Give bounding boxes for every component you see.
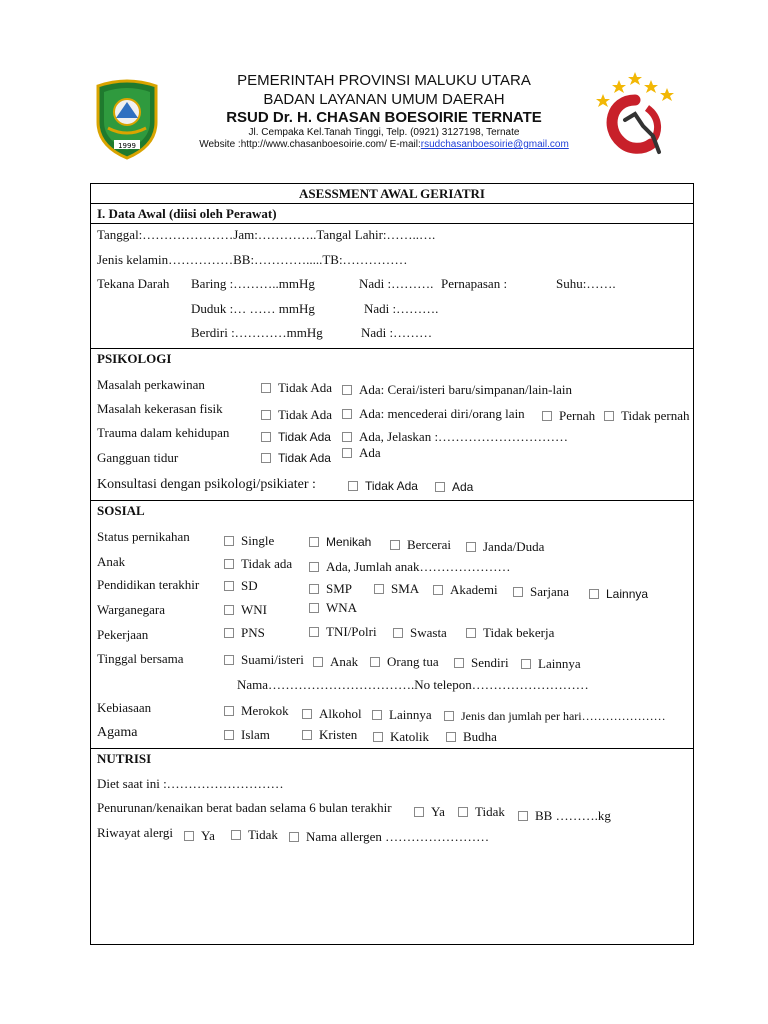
opt-tidur-ada[interactable]: Ada: [342, 445, 381, 461]
checkbox-icon[interactable]: [454, 658, 464, 668]
checkbox-icon[interactable]: [224, 581, 234, 591]
checkbox-icon[interactable]: [289, 832, 299, 842]
checkbox-icon[interactable]: [342, 432, 352, 442]
opt-menikah[interactable]: Menikah: [309, 535, 371, 549]
td-berdiri[interactable]: Berdiri :…………mmHg: [191, 325, 323, 340]
checkbox-icon[interactable]: [342, 448, 352, 458]
q-penurunan-berat: Penurunan/kenaikan berat badan selama 6 bulan terakhir: [97, 800, 392, 815]
opt-orang-tua[interactable]: Orang tua: [370, 654, 439, 670]
checkbox-icon[interactable]: [224, 655, 234, 665]
assessment-form: [90, 183, 694, 945]
opt-tidur-tidak-ada[interactable]: Tidak Ada: [261, 451, 331, 465]
email-link[interactable]: rsudchasanboesoirie@gmail.com: [420, 139, 569, 150]
checkbox-icon[interactable]: [466, 542, 476, 552]
opt-konsultasi-ada[interactable]: Ada: [435, 480, 473, 494]
opt-sd[interactable]: SD: [224, 578, 258, 594]
opt-swasta[interactable]: Swasta: [393, 625, 447, 641]
opt-anak-tinggal[interactable]: Anak: [313, 654, 358, 670]
opt-alkohol[interactable]: Alkohol: [302, 706, 362, 722]
td-pernapasan[interactable]: Pernapasan :: [441, 276, 508, 291]
opt-smp[interactable]: SMP: [309, 581, 352, 597]
checkbox-icon[interactable]: [309, 603, 319, 613]
checkbox-icon[interactable]: [224, 536, 234, 546]
q-status-pernikahan: Status pernikahan: [97, 529, 190, 544]
checkbox-icon[interactable]: [372, 710, 382, 720]
section-1-title: I. Data Awal (diisi oleh Perawat): [97, 206, 277, 221]
checkbox-icon[interactable]: [521, 659, 531, 669]
q-kebiasaan: Kebiasaan: [97, 700, 152, 715]
checkbox-icon[interactable]: [261, 453, 271, 463]
opt-pns[interactable]: PNS: [224, 625, 265, 641]
checkbox-icon[interactable]: [458, 807, 468, 817]
opt-jenis-jumlah[interactable]: Jenis dan jumlah per hari…………………: [444, 709, 666, 724]
checkbox-icon[interactable]: [370, 657, 380, 667]
td-nadi-2[interactable]: Nadi :……….: [364, 301, 439, 316]
checkbox-icon[interactable]: [446, 732, 456, 742]
checkbox-icon[interactable]: [604, 411, 614, 421]
q-pendidikan: Pendidikan terakhir: [97, 577, 200, 592]
checkbox-icon[interactable]: [435, 482, 445, 492]
checkbox-icon[interactable]: [466, 628, 476, 638]
opt-islam[interactable]: Islam: [224, 727, 270, 743]
q-kekerasan-fisik: Masalah kekerasan fisik: [97, 401, 223, 416]
opt-kekerasan-pernah[interactable]: Pernah: [542, 408, 595, 424]
opt-trauma-ada[interactable]: Ada, Jelaskan :…………………………: [342, 429, 568, 445]
checkbox-icon[interactable]: [224, 730, 234, 740]
checkbox-icon[interactable]: [342, 385, 352, 395]
field-tanggal-row[interactable]: Tanggal:…………………Jam:…………..Tangal Lahir:……..….: [97, 227, 436, 242]
q-riwayat-alergi: Riwayat alergi: [97, 825, 173, 840]
opt-kekerasan-tidak-ada[interactable]: Tidak Ada: [261, 407, 332, 423]
sosial-title: SOSIAL: [97, 503, 145, 518]
checkbox-icon[interactable]: [542, 411, 552, 421]
q-warganegara: Warganegara: [97, 602, 166, 617]
field-nama-allergen[interactable]: Nama allergen ……………………: [289, 829, 489, 845]
opt-budha[interactable]: Budha: [446, 729, 497, 745]
nutrisi-title: NUTRISI: [97, 751, 152, 766]
checkbox-icon[interactable]: [224, 559, 234, 569]
opt-kekerasan-ada[interactable]: Ada: mencederai diri/orang lain: [342, 406, 525, 422]
q-trauma: Trauma dalam kehidupan: [97, 425, 230, 440]
opt-penurunan-ya[interactable]: Ya: [414, 804, 445, 820]
opt-lainnya-tinggal[interactable]: Lainnya: [521, 656, 581, 672]
opt-penurunan-tidak[interactable]: Tidak: [458, 804, 505, 820]
checkbox-icon[interactable]: [302, 730, 312, 740]
opt-wna[interactable]: WNA: [309, 600, 357, 616]
checkbox-icon[interactable]: [414, 807, 424, 817]
opt-konsultasi-tidak-ada[interactable]: Tidak Ada: [348, 479, 418, 493]
opt-suami-isteri[interactable]: Suami/isteri: [224, 652, 304, 668]
checkbox-icon[interactable]: [302, 709, 312, 719]
opt-kekerasan-tidak-pernah[interactable]: Tidak pernah: [604, 408, 690, 424]
q-pekerjaan: Pekerjaan: [97, 627, 149, 642]
checkbox-icon[interactable]: [313, 657, 323, 667]
opt-janda-duda[interactable]: Janda/Duda: [466, 539, 544, 555]
opt-katolik[interactable]: Katolik: [373, 729, 429, 745]
checkbox-icon[interactable]: [261, 410, 271, 420]
td-suhu[interactable]: Suhu:…….: [556, 276, 616, 291]
checkbox-icon[interactable]: [231, 830, 241, 840]
checkbox-icon[interactable]: [309, 562, 319, 572]
header-line-2: BADAN LAYANAN UMUM DAERAH: [263, 91, 505, 108]
opt-anak-ada[interactable]: Ada, Jumlah anak…………………: [309, 559, 511, 575]
opt-kristen[interactable]: Kristen: [302, 727, 357, 743]
opt-alergi-ya[interactable]: Ya: [184, 828, 215, 844]
opt-lainnya-kebiasaan[interactable]: Lainnya: [372, 707, 432, 723]
opt-perkawinan-ada[interactable]: Ada: Cerai/isteri baru/simpanan/lain-lain: [342, 382, 572, 398]
header-line-1: PEMERINTAH PROVINSI MALUKU UTARA: [237, 72, 531, 89]
checkbox-icon[interactable]: [261, 383, 271, 393]
checkbox-icon[interactable]: [224, 605, 234, 615]
checkbox-icon[interactable]: [309, 584, 319, 594]
checkbox-icon[interactable]: [261, 432, 271, 442]
q-konsultasi: Konsultasi dengan psikologi/psikiater :: [97, 477, 316, 492]
checkbox-icon[interactable]: [224, 706, 234, 716]
q-anak: Anak: [97, 554, 126, 569]
checkbox-icon[interactable]: [390, 540, 400, 550]
hospital-address: Jl. Cempaka Kel.Tanah Tinggi, Telp. (0921) 3127198, Ternate: [248, 127, 520, 138]
opt-tidak-bekerja[interactable]: Tidak bekerja: [466, 625, 554, 641]
checkbox-icon[interactable]: [342, 409, 352, 419]
checkbox-icon[interactable]: [224, 628, 234, 638]
td-label: Tekana Darah: [97, 276, 170, 291]
opt-sendiri[interactable]: Sendiri: [454, 655, 509, 671]
checkbox-icon[interactable]: [184, 831, 194, 841]
td-baring[interactable]: Baring :………..mmHg: [191, 276, 315, 291]
checkbox-icon[interactable]: [374, 584, 384, 594]
opt-akademi[interactable]: Akademi: [433, 582, 498, 598]
checkbox-icon[interactable]: [348, 481, 358, 491]
opt-anak-tidak-ada[interactable]: Tidak ada: [224, 556, 292, 572]
opt-bercerai[interactable]: Bercerai: [390, 537, 451, 553]
checkbox-icon[interactable]: [393, 628, 403, 638]
field-bb-kg[interactable]: BB ……….kg: [518, 808, 611, 824]
q-masalah-perkawinan: Masalah perkawinan: [97, 377, 205, 392]
opt-sarjana[interactable]: Sarjana: [513, 584, 569, 600]
field-nama-telepon[interactable]: Nama…………………………….No telepon………………………: [237, 677, 589, 692]
checkbox-icon[interactable]: [444, 711, 454, 721]
opt-alergi-tidak[interactable]: Tidak: [231, 827, 278, 843]
q-gangguan-tidur: Gangguan tidur: [97, 450, 179, 465]
svg-text:1999: 1999: [118, 142, 136, 150]
td-duduk[interactable]: Duduk :… …… mmHg: [191, 301, 315, 316]
td-nadi-1[interactable]: Nadi :……….: [359, 276, 434, 291]
field-diet[interactable]: Diet saat ini :………………………: [97, 776, 284, 791]
q-agama: Agama: [97, 725, 138, 740]
opt-single[interactable]: Single: [224, 533, 274, 549]
psikologi-title: PSIKOLOGI: [97, 351, 172, 366]
field-jenis-row[interactable]: Jenis kelamin……………BB:………….....TB:……………: [97, 252, 408, 267]
hospital-name: RSUD Dr. H. CHASAN BOESOIRIE TERNATE: [226, 109, 542, 126]
checkbox-icon[interactable]: [309, 627, 319, 637]
opt-tni-polri[interactable]: TNI/Polri: [309, 624, 377, 640]
checkbox-icon[interactable]: [433, 585, 443, 595]
opt-lainnya-pendidikan[interactable]: Lainnya: [589, 587, 648, 601]
opt-perkawinan-tidak-ada[interactable]: Tidak Ada: [261, 380, 332, 396]
checkbox-icon[interactable]: [513, 587, 523, 597]
checkbox-icon[interactable]: [589, 589, 599, 599]
checkbox-icon[interactable]: [373, 732, 383, 742]
checkbox-icon[interactable]: [309, 537, 319, 547]
form-title: ASESSMENT AWAL GERIATRI: [299, 186, 485, 201]
hospital-logo: [595, 68, 675, 160]
website-label: Website :http://www.chasanboesoirie.com/ E-mail:: [199, 139, 421, 150]
opt-wni[interactable]: WNI: [224, 602, 267, 618]
checkbox-icon[interactable]: [518, 811, 528, 821]
td-nadi-3[interactable]: Nadi :………: [361, 325, 433, 340]
opt-sma[interactable]: SMA: [374, 581, 419, 597]
q-tinggal-bersama: Tinggal bersama: [97, 651, 184, 666]
opt-trauma-tidak-ada[interactable]: Tidak Ada: [261, 430, 331, 444]
opt-merokok[interactable]: Merokok: [224, 703, 289, 719]
